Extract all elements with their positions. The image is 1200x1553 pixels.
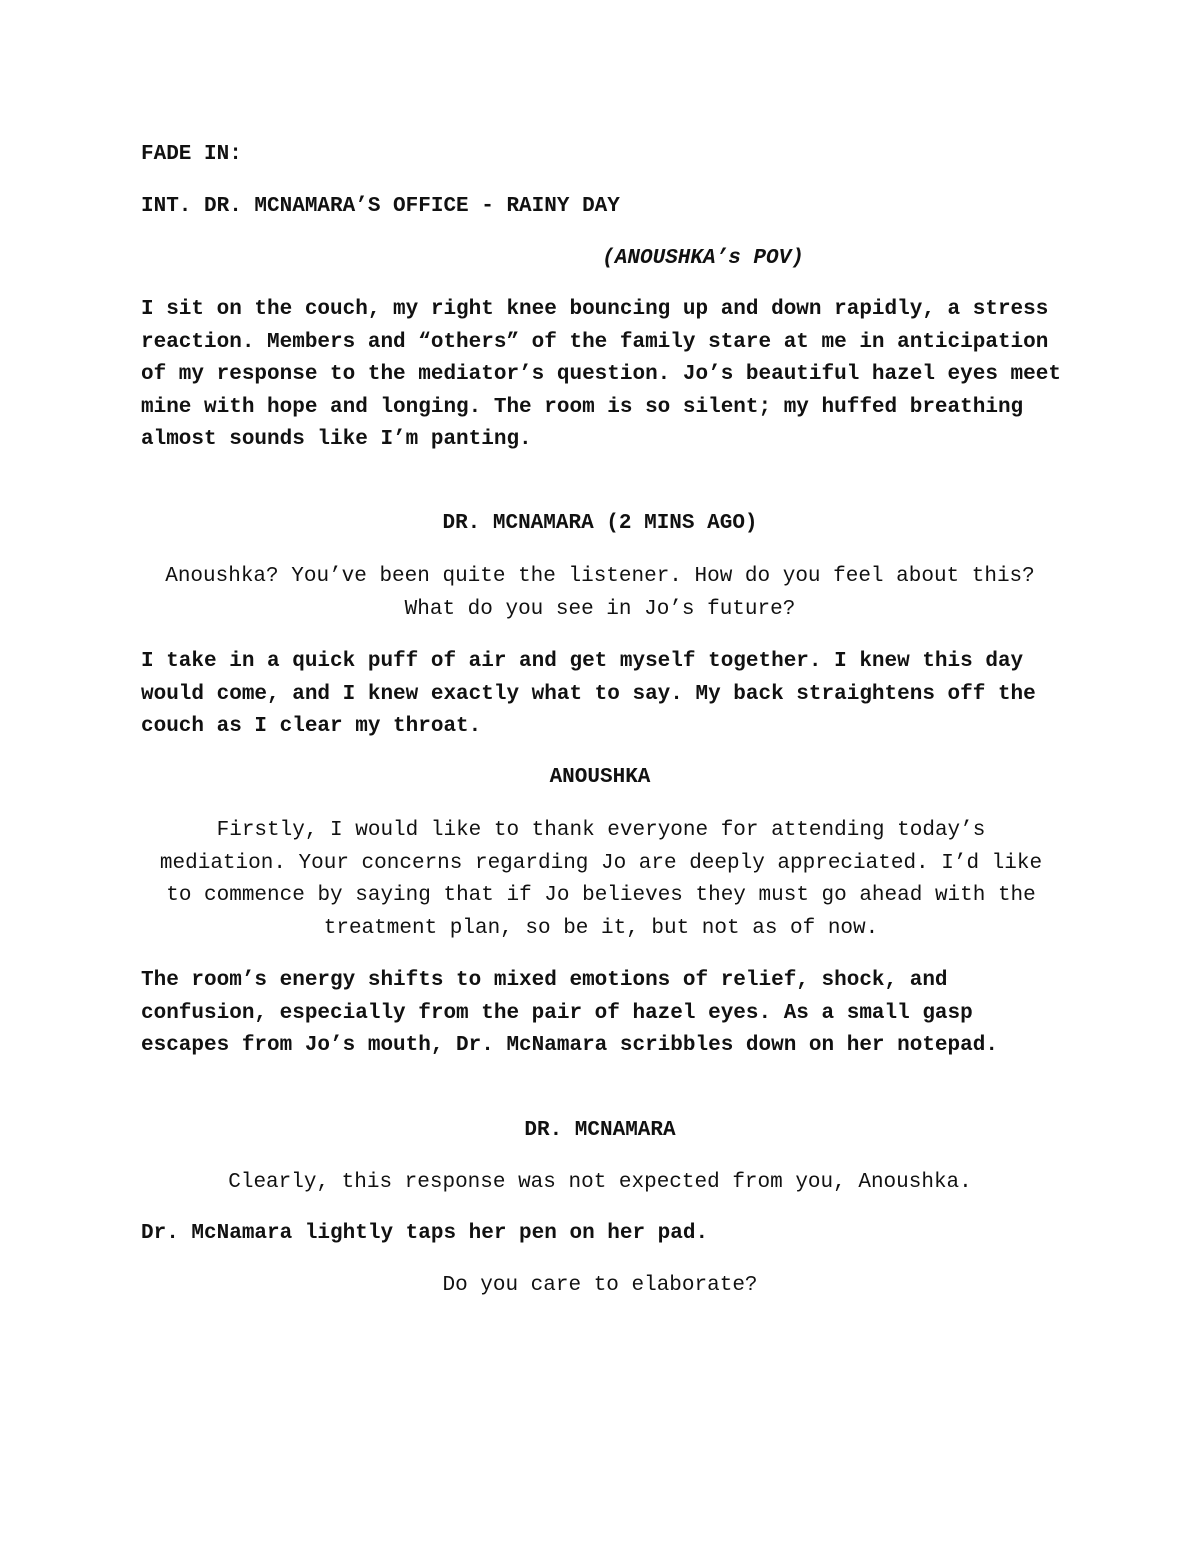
action-paragraph-4: Dr. McNamara lightly taps her pen on her pad.	[141, 1222, 709, 1245]
action-paragraph-2: I take in a quick puff of air and get myself together. I knew this day would come, and I knew exactly what to say. My back straightens off the couch as I clear my throat.	[141, 650, 1036, 739]
character-name-3: DR. MCNAMARA	[524, 1119, 676, 1142]
transition: FADE IN:	[141, 143, 242, 166]
pov-note-line	[141, 243, 1059, 276]
dialogue-4: Do you care to elaborate?	[442, 1274, 758, 1297]
dialogue-3: Clearly, this response was not expected from you, Anoushka.	[228, 1171, 972, 1194]
dialogue-1: Anoushka? You’ve been quite the listener. How do you feel about this? What do you see in Jo’s future?	[165, 565, 1035, 621]
dialogue-2: Firstly, I would like to thank everyone for attending today’s mediation. Your concerns regarding Jo are deeply appreciated. I’d like to commence by saying that if Jo believes they must go ahead with the treatment plan, so be it, but not as of now.	[159, 819, 1043, 940]
action-paragraph-3: The room’s energy shifts to mixed emotions of relief, shock, and confusion, especially from the pair of hazel eyes. As a small gasp escapes from Jo’s mouth, Dr. McNamara scribbles down on her notepad.	[141, 969, 998, 1058]
character-name-2: ANOUSHKA	[549, 766, 651, 789]
action-paragraph-1: I sit on the couch, my right knee bouncing up and down rapidly, a stress reaction. Members and “others” of the family stare at me in anticipation of my response to the mediator’s question. Jo’s beautiful hazel eyes meet mine with hope and longing. The room is so silent; my huffed breathing almost sounds like I’m panting.	[141, 298, 1061, 452]
scene-heading: INT. DR. MCNAMARA’S OFFICE - RAINY DAY	[141, 195, 620, 218]
character-name-1: DR. MCNAMARA (2 MINS AGO)	[442, 512, 758, 535]
pov-note: (ANOUSHKA’s POV)	[602, 247, 804, 270]
